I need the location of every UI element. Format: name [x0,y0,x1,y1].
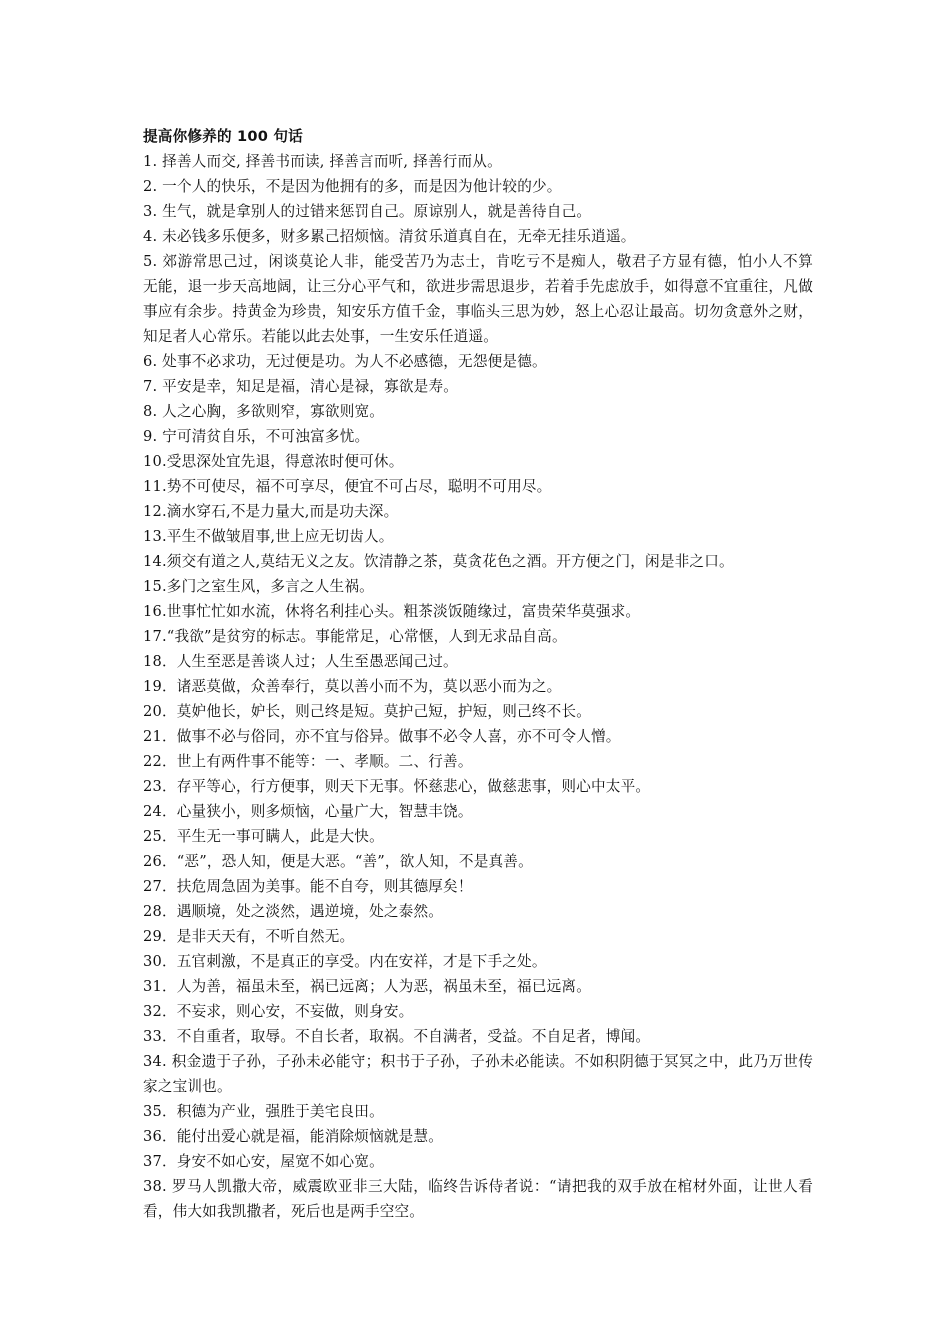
list-item: 14.须交有道之人,莫结无义之友。饮清静之茶，莫贪花色之酒。开方便之门，闲是非之口。 [143,553,734,570]
list-item: 31．人为善，福虽未至，祸已远离；人为恶，祸虽未至，福已远离。 [143,978,591,995]
list-item: 27．扶危周急固为美事。能不自夸，则其德厚矣！ [143,878,473,895]
list-item: 3. 生气，就是拿别人的过错来惩罚自己。原谅别人，就是善待自己。 [143,203,592,220]
list-item: 1. 择善人而交, 择善书而读, 择善言而听, 择善行而从。 [143,153,502,170]
list-item: 6. 处事不必求功，无过便是功。为人不必感德，无怨便是德。 [143,353,547,370]
list-item: 29．是非天天有，不听自然无。 [143,928,355,945]
list-item: 25．平生无一事可瞒人，此是大快。 [143,828,384,845]
list-item: 11.势不可使尽，福不可享尽，便宜不可占尽，聪明不可用尽。 [143,478,552,495]
list-item: 13.平生不做皱眉事,世上应无切齿人。 [143,528,394,545]
list-item: 21．做事不必与俗同，亦不宜与俗异。做事不必令人喜，亦不可令人憎。 [143,728,621,745]
list-item: 10.受思深处宜先退，得意浓时便可休。 [143,453,404,470]
list-item: 28．遇顺境，处之淡然，遇逆境，处之泰然。 [143,903,444,920]
list-item: 34. 积金遗于子孙，子孙未必能守；积书于子孙，子孙未必能读。不如积阴德于冥冥之中，此乃万世传家之宝训也。 [143,1053,813,1095]
list-item: 17.“我欲”是贫穷的标志。事能常足，心常惬，人到无求品自高。 [143,628,567,645]
document-content [143,124,813,1224]
list-item: 19．诸恶莫做，众善奉行，莫以善小而不为，莫以恶小而为之。 [143,678,562,695]
list-item: 37．身安不如心安，屋宽不如心宽。 [143,1153,384,1170]
list-item: 33．不自重者，取辱。不自长者，取祸。不自满者，受益。不自足者，博闻。 [143,1028,651,1045]
list-item: 4. 未必钱多乐便多，财多累己招烦恼。清贫乐道真自在，无牵无挂乐逍遥。 [143,228,636,245]
list-item: 2. 一个人的快乐，不是因为他拥有的多，而是因为他计较的少。 [143,178,562,195]
list-item: 26．“恶”，恐人知，便是大恶。“善”，欲人知，不是真善。 [143,853,533,870]
document-title: 提高你修养的 100 句话 [143,128,303,145]
list-item: 35．积德为产业，强胜于美宅良田。 [143,1103,384,1120]
list-item: 23．存平等心，行方便事，则天下无事。怀慈悲心，做慈悲事，则心中太平。 [143,778,651,795]
list-item: 24．心量狭小，则多烦恼，心量广大，智慧丰饶。 [143,803,473,820]
list-item: 9. 宁可清贫自乐，不可浊富多忧。 [143,428,370,445]
list-item: 30．五官刺激，不是真正的享受。内在安祥，才是下手之处。 [143,953,547,970]
list-item: 22．世上有两件事不能等：一、孝顺。二、行善。 [143,753,473,770]
list-item: 16.世事忙忙如水流，休将名利挂心头。粗茶淡饭随缘过，富贵荣华莫强求。 [143,603,641,620]
list-item: 12.滴水穿石,不是力量大,而是功夫深。 [143,503,399,520]
list-item: 15.多门之室生风，多言之人生祸。 [143,578,374,595]
list-item: 36．能付出爱心就是福，能消除烦恼就是慧。 [143,1128,444,1145]
list-item: 20．莫妒他长，妒长，则己终是短。莫护己短，护短，则己终不长。 [143,703,591,720]
list-item: 5. 郊游常思己过，闲谈莫论人非，能受苦乃为志士，肯吃亏不是痴人，敬君子方显有德，怕小人不算无能，退一步天高地阔，让三分心平气和，欲进步需思退步，若着手先虑放手，如得意不宜重往，凡做事应有余步。持黄金为珍贵，知安乐方值千金，事临头三思为妙，怒上心忍让最高。切勿贪意外之财，知足者人心常乐。若能以此去处事，一生安乐任逍遥。 [143,253,813,345]
list-item: 32．不妄求，则心安，不妄做，则身安。 [143,1003,414,1020]
list-item: 7. 平安是幸，知足是福，清心是禄，寡欲是寿。 [143,378,459,395]
list-item: 8. 人之心胸，多欲则窄，寡欲则宽。 [143,403,385,420]
list-item: 38. 罗马人凯撒大帝，威震欧亚非三大陆，临终告诉侍者说：“请把我的双手放在棺材外面，让世人看看，伟大如我凯撒者，死后也是两手空空。 [143,1178,813,1220]
list-item: 18．人生至恶是善谈人过；人生至愚恶闻己过。 [143,653,458,670]
